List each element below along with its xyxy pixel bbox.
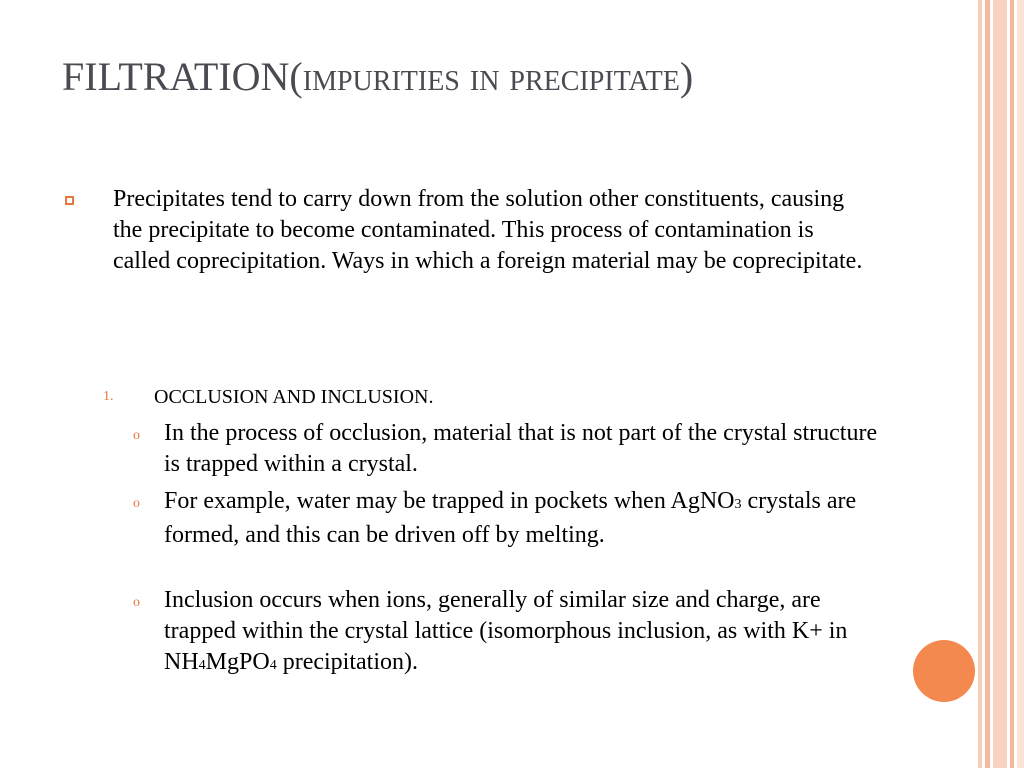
decorative-stripe xyxy=(985,0,990,768)
title-subtitle: impurities in precipitate xyxy=(302,54,680,99)
sub-bullet-text-part: crystals are formed, and this can be driven off by melting. xyxy=(164,488,857,548)
circle-bullet-icon: o xyxy=(133,496,140,511)
circle-bullet-icon: o xyxy=(133,595,140,610)
circle-bullet-icon: o xyxy=(133,428,140,443)
subscript: 3 xyxy=(734,497,742,512)
square-bullet-icon xyxy=(65,196,74,205)
sub-bullet-text: In the process of occlusion, material that is not part of the crystal structure is trapped within a crystal. xyxy=(164,420,878,477)
decorative-stripe xyxy=(1017,0,1024,768)
decorative-stripe xyxy=(978,0,982,768)
title-close: ) xyxy=(679,54,694,99)
sub-bullet-text-part: For example, water may be trapped in pockets when AgNO xyxy=(164,488,735,514)
decorative-stripe xyxy=(993,0,1007,768)
title-main: FILTRATION( xyxy=(62,54,303,99)
decorative-stripe xyxy=(1010,0,1014,768)
sub-bullet-text xyxy=(164,585,884,681)
sub-bullet-text xyxy=(164,486,884,551)
main-bullet-text: Precipitates tend to carry down from the solution other constituents, causing the precipitate to become contaminated. This process of contamination is called coprecipitation. Ways in which a foreign material may be coprecipitate. xyxy=(113,186,863,274)
sub-bullet-text-part: Inclusion occurs when ions, generally of similar size and charge, are trapped within the crystal lattice (isomorphous inclusion, as with K+ in NH xyxy=(164,587,848,675)
numbered-marker: 1. xyxy=(103,389,114,404)
numbered-item-text: OCCLUSION AND INCLUSION. xyxy=(154,386,434,408)
sub-bullet-text-part: precipitation). xyxy=(276,649,418,675)
slide-title xyxy=(62,50,702,104)
sub-bullet-text-part: MgPO xyxy=(205,649,270,675)
subscript: 4 xyxy=(269,658,277,673)
decorative-circle xyxy=(913,640,975,702)
subscript: 4 xyxy=(198,658,206,673)
